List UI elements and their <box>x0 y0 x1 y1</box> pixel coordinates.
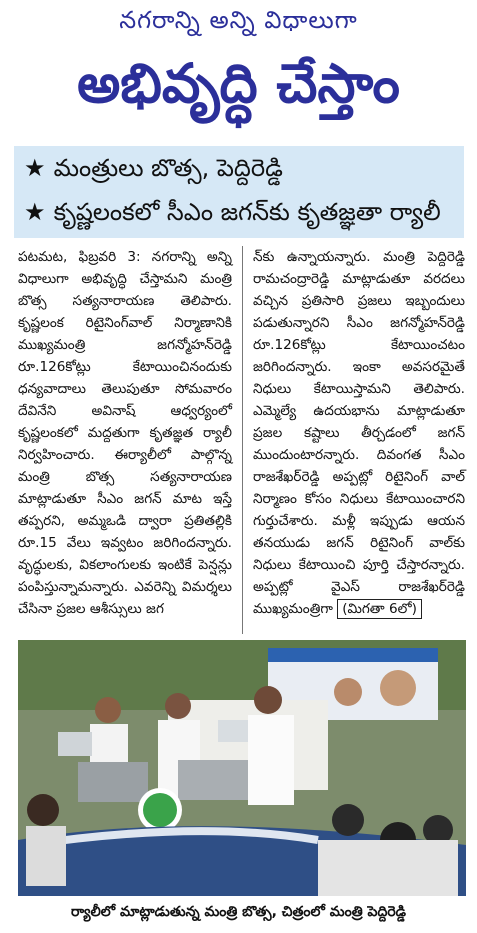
rally-photo <box>18 640 466 896</box>
article-column-right <box>253 246 465 620</box>
article-column-right-text: న్‌కు ఉన్నాయన్నారు. మంత్రి పెద్దిరెడ్డి రామచంద్రారెడ్డి మాట్లాడుతూ వరదలు వచ్చిన ప్రతిసారి ప్రజలు ఇబ్బందులు పడుతున్నారని సీఎం జగన్మోహన్‌రెడ్డి రూ.126కోట్లు కేటాయించటం జరిగిందన్నారు. ఇంకా అవసరమైతే నిధులు కేటాయిస్తామని తెలిపారు. ఎమ్మెల్యే ఉదయభాను మాట్లాడుతూ ప్రజల కష్టాలు తీర్చడంలో జగన్ ముందుంటారన్నారు. దివంగత సీఎం రాజశేఖర్‌రెడ్డి అప్పట్లో రిటైనింగ్ వాల్ నిర్మాణం కోసం నిధులు కేటాయించారని గుర్తుచేశారు. మళ్లీ ఇప్పుడు ఆయన తనయుడు జగన్ రిటైనింగ్ వాల్‌కు నిధులు కేటాయించి పూర్తి చేస్తారన్నారు. అప్పట్లో వైఎస్ రాజశేఖర్‌రెడ్డి ముఖ్యమంత్రిగా <box>253 249 465 617</box>
photo-caption: ర్యాలీలో మాట్లాడుతున్న మంత్రి బొత్స, చిత్రంలో మంత్రి పెద్దిరెడ్డి <box>70 904 407 920</box>
star-icon: ★ <box>24 154 46 182</box>
continued-reference: (మిగతా 6లో) <box>337 599 422 619</box>
article-column-left: పటమట, ఫిబ్రవరి 3: నగరాన్ని అన్ని విధాలుగా అభివృద్ధి చేస్తామని మంత్రి బొత్స సత్యనారాయణ తెలిపారు. కృష్ణలంక రిటైనింగ్‌వాల్ నిర్మాణానికి ముఖ్యమంత్రి జగన్మోహన్‌రెడ్డి రూ.126కోట్లు కేటాయించినందుకు ధన్యవాదాలు తెలుపుతూ సోమవారం దేవినేని అవినాష్ ఆధ్వర్యంలో కృష్ణలంకలో మద్దతుగా కృతజ్ఞత ర్యాలీ నిర్వహించారు. ఈర్యాలీలో పాల్గొన్న మంత్రి బొత్స సత్యనారాయణ మాట్లాడుతూ సీఎం జగన్ మాట ఇస్తే తప్పరని, అమ్మఒడి ద్వారా ప్రతితల్లికి రూ.15 వేలు ఇవ్వటం జరిగిందన్నారు. వృద్ధులకు, వికలాంగులకు ఇంటికే పెన్షన్లు పంపిస్తున్నామన్నారు. ఎవరెన్ని విమర్శలు చేసినా ప్రజల ఆశీస్సులు జగ <box>18 249 232 617</box>
subheadline-1 <box>24 154 283 188</box>
subheadline-text-2: కృష్ణలంకలో సీఎం జగన్‌కు కృతజ్ఞతా ర్యాలీ <box>53 198 441 226</box>
subheadline-2 <box>24 198 441 232</box>
star-icon: ★ <box>24 198 46 226</box>
column-divider <box>242 246 243 634</box>
subheadline-box <box>14 146 464 238</box>
headline-kicker: నగరాన్ని అన్ని విధాలుగా <box>119 6 358 34</box>
headline: అభివృద్ధి చేస్తాం <box>77 52 400 115</box>
subheadline-text-1: మంత్రులు బొత్స, పెద్దిరెడ్డి <box>53 154 283 182</box>
